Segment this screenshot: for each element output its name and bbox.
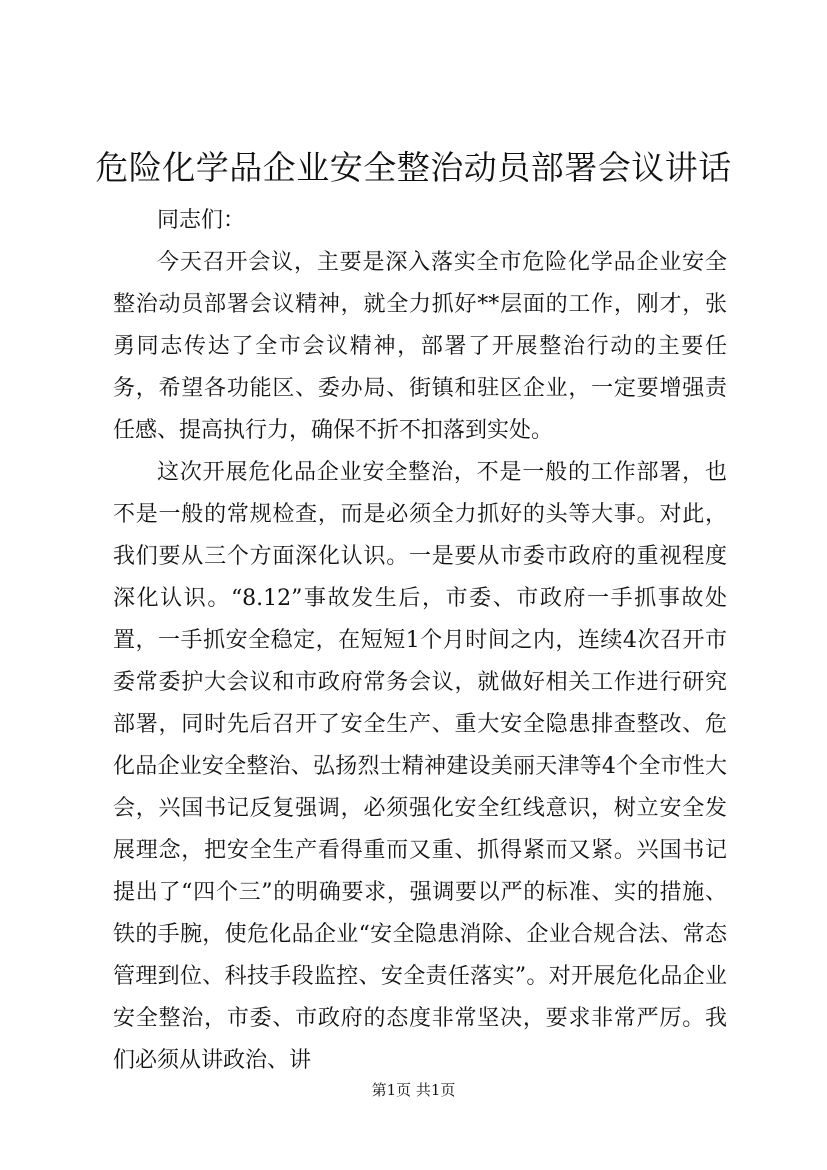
document-body xyxy=(113,200,727,1082)
salutation: 同志们： xyxy=(157,208,246,233)
paragraph-1: 今天召开会议，主要是深入落实全市危险化学品企业安全整治动员部署会议精神，就全力抓好**层面的工作，刚才，张勇同志传达了全市会议精神，部署了开展整治行动的主要任务，希望各功能区、委办局、街镇和驻区企业，一定要增强责任感、提高执行力，确保不折不扣落到实处。 xyxy=(113,250,727,443)
page-number-label: 第1页 共1页 xyxy=(371,1081,456,1099)
document-title: 危险化学品企业安全整治动员部署会议讲话 xyxy=(95,148,732,187)
page-footer xyxy=(0,1080,827,1100)
paragraph-2: 这次开展危化品企业安全整治，不是一般的工作部署，也不是一般的常规检查，而是必须全力抓好的头等大事。对此，我们要从三个方面深化认识。一是要从市委市政府的重视程度深化认识。“8.12”事故发生后，市委、市政府一手抓事故处置，一手抓安全稳定，在短短1个月时间之内，连续4次召开市委常委护大会议和市政府常务会议，就做好相关工作进行研究部署，同时先后召开了安全生产、重大安全隐患排查整改、危化品企业安全整治、弘扬烈士精神建设美丽天津等4个全市性大会，兴国书记反复强调，必须强化安全红线意识，树立安全发展理念，把安全生产看得重而又重、抓得紧而又紧。兴国书记提出了“四个三”的明确要求，强调要以严的标准、实的措施、铁的手腕，使危化品企业“安全隐患消除、企业合规合法、常态管理到位、科技手段监控、安全责任落实”。对开展危化品企业安全整治，市委、市政府的态度非常坚决，要求非常严厉。我们必须从讲政治、讲 xyxy=(113,460,727,1073)
